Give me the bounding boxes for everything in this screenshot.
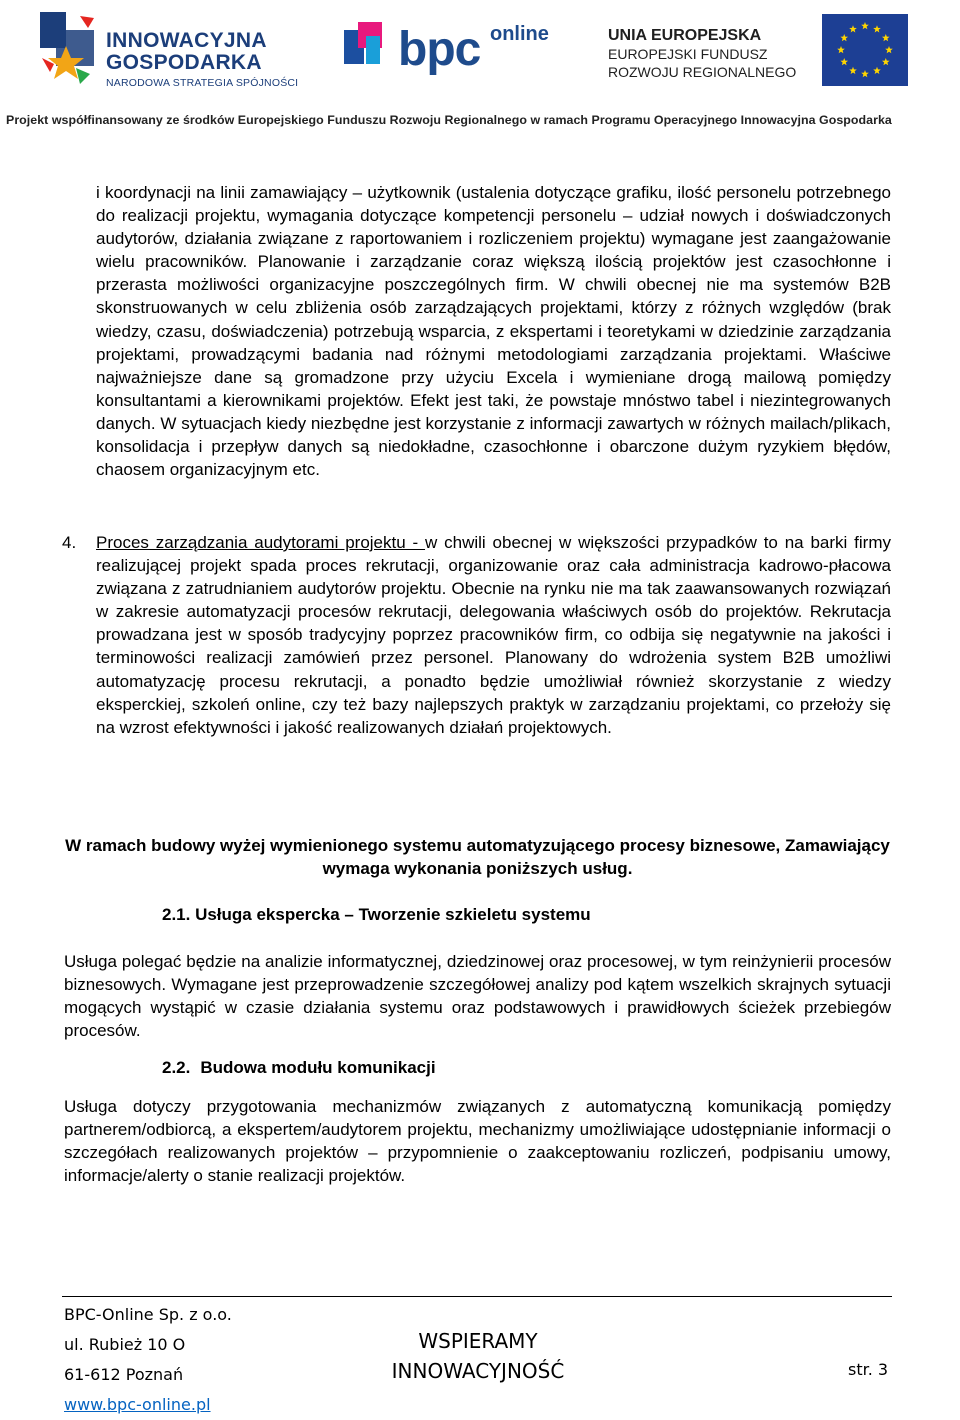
eu-line2: EUROPEJSKI FUNDUSZ xyxy=(608,46,768,62)
section-text-2-1: Usługa polegać będzie na analizie informatycznej, dziedzinowej oraz procesowej, w tym reinżynierii procesów biznesowych. Wymagane jest przeprowadzenie szczegółowej analizy pod kątem wszelkich skrajnych sytuacji mogących wystąpić w czasie działania systemu oraz podstawowych i prawidłowych ścieżek przebiegów procesów. xyxy=(64,952,891,1041)
services-intro: W ramach budowy wyżej wymienionego systemu automatyzującego procesy biznesowe, Zamawiający wymaga wykonania poniższych usług. xyxy=(65,836,890,879)
footer-city: 61-612 Poznań xyxy=(64,1365,184,1384)
eu-line3: ROZWOJU REGIONALNEGO xyxy=(608,64,797,80)
section-number: 2.2. xyxy=(162,1058,191,1077)
page-header xyxy=(0,0,960,130)
cofinancing-note: Projekt współfinansowany ze środków Europejskiego Funduszu Rozwoju Regionalnego w ramach Programu Operacyjnego Innowacyjna Gospodarka xyxy=(6,113,892,127)
eu-line1: UNIA EUROPEJSKA xyxy=(608,27,762,44)
list-item-title: Proces zarządzania audytorami projektu - xyxy=(96,533,426,552)
footer-street: ul. Rubież 10 O xyxy=(64,1335,186,1354)
footer-website-link[interactable]: www.bpc-online.pl xyxy=(64,1395,211,1414)
bpc-online-logo xyxy=(344,22,559,82)
slogan-line1: WSPIERAMY xyxy=(418,1329,538,1353)
footer-slogan xyxy=(380,1326,576,1386)
section-text-2-2: Usługa dotyczy przygotowania mechanizmów związanych z automatyczną komunikacją pomiędzy partnerem/odbiorcą, a ekspertem/audytorem projektu, mechanizmy umożliwiające udostępnianie informacji o szczegółach realizowanych projektów – przypomnienie o zaakceptowaniu rozliczeń, podpisaniu umowy, informacje/alerty o stanie realizacji projektów. xyxy=(64,1097,891,1186)
footer-company: BPC-Online Sp. z o.o. xyxy=(64,1305,232,1324)
list-item-4 xyxy=(96,531,891,739)
ig-star-icon xyxy=(36,8,100,92)
ig-line2: GOSPODARKA xyxy=(106,51,262,74)
section-title: Budowa modułu komunikacji xyxy=(200,1058,436,1077)
ig-line3: NARODOWA STRATEGIA SPÓJNOŚCI xyxy=(106,77,299,89)
bpc-suffix: online xyxy=(490,23,549,45)
slogan-line2: INNOWACYJNOŚĆ xyxy=(391,1359,565,1383)
section-heading-2-2 xyxy=(162,1056,436,1079)
page-number: str. 3 xyxy=(848,1360,889,1379)
bpc-square-icon xyxy=(366,36,380,64)
eu-logo-text xyxy=(608,26,796,81)
paragraph-continuation: i koordynacji na linii zamawiający – użytkownik (ustalenia dotyczące grafiku, ilość personelu potrzebnego do realizacji projektu, wymagania dotyczące kompetencji personelu – udział nowych i doświadczonych audytorów, działania związane z raportowaniem i rozliczeniem projektu) wymagane jest zaangażowanie wielu pracowników. Planowanie i zarządzanie coraz większą ilością projektów jest czasochłonne i przerasta możliwości organizacyjne poszczególnych firm. W chwili obecnej nie ma systemów B2B skonstruowanych w celu zbliżenia osób zarządzających projektami, którzy z różnych względów (brak wiedzy, czasu, doświadczenia) potrzebują wsparcia, z ekspertami i teoretykami w dziedzinie zarządzania projektami, prowadzącymi badania nad różnymi metodologiami zarządzania projektami. Właściwe najważniejsze dane są gromadzone przy użyciu Excela i wymieniane drogą mailową pomiędzy konsultantami a kierownikami projektów. Efekt jest taki, że powstaje mnóstwo tabel i niezintegrowanych danych. W sytuacjach kiedy niezbędne jest korzystanie z informacji zawartych w różnych mailach/plikach, konsolidacja i przepływ danych są niedokładne, czasochłonne i obarczone dużym ryzykiem błędów, chaosem organizacyjnym etc. xyxy=(96,183,891,480)
bpc-name: bpc xyxy=(398,23,481,76)
ig-line1: INNOWACYJNA xyxy=(106,29,267,52)
footer-divider xyxy=(62,1296,892,1297)
section-heading-2-1: 2.1. Usługa ekspercka – Tworzenie szkieletu systemu xyxy=(162,905,591,924)
innowacyjna-gospodarka-logo xyxy=(36,8,306,92)
list-item-number: 4. xyxy=(62,533,77,552)
footer-address xyxy=(64,1300,232,1420)
eu-flag-icon xyxy=(822,14,908,86)
list-item-text: w chwili obecnej w większości przypadków to na barki firmy realizującej projekt spada proces rekrutacji, organizowanie oraz cała administracja kadrowo-płacowa związana z zatrudnianiem audytorów projektu. Obecnie na rynku nie ma tak zaawansowanych rozwiązań w zakresie automatyzacji procesów rekrutacji, delegowania właściwych osób do projektów. Rekrutacja prowadzana jest w sposób tradycyjny poprzez pracowników firm, co odbija się negatywnie na jakości i terminowości realizacji zamówień przez personel. Planowany do wdrożenia system B2B umożliwi automatyzację procesu rekrutacji, a ponadto będzie umożliwiał również skorzystanie z wiedzy eksperckiej, szkoleń online, czy też bazy najlepszych praktyk w zarządzaniu projektami, co przełoży się na wzrost efektywności i jakość realizowanych działań projektowych. xyxy=(96,533,891,737)
